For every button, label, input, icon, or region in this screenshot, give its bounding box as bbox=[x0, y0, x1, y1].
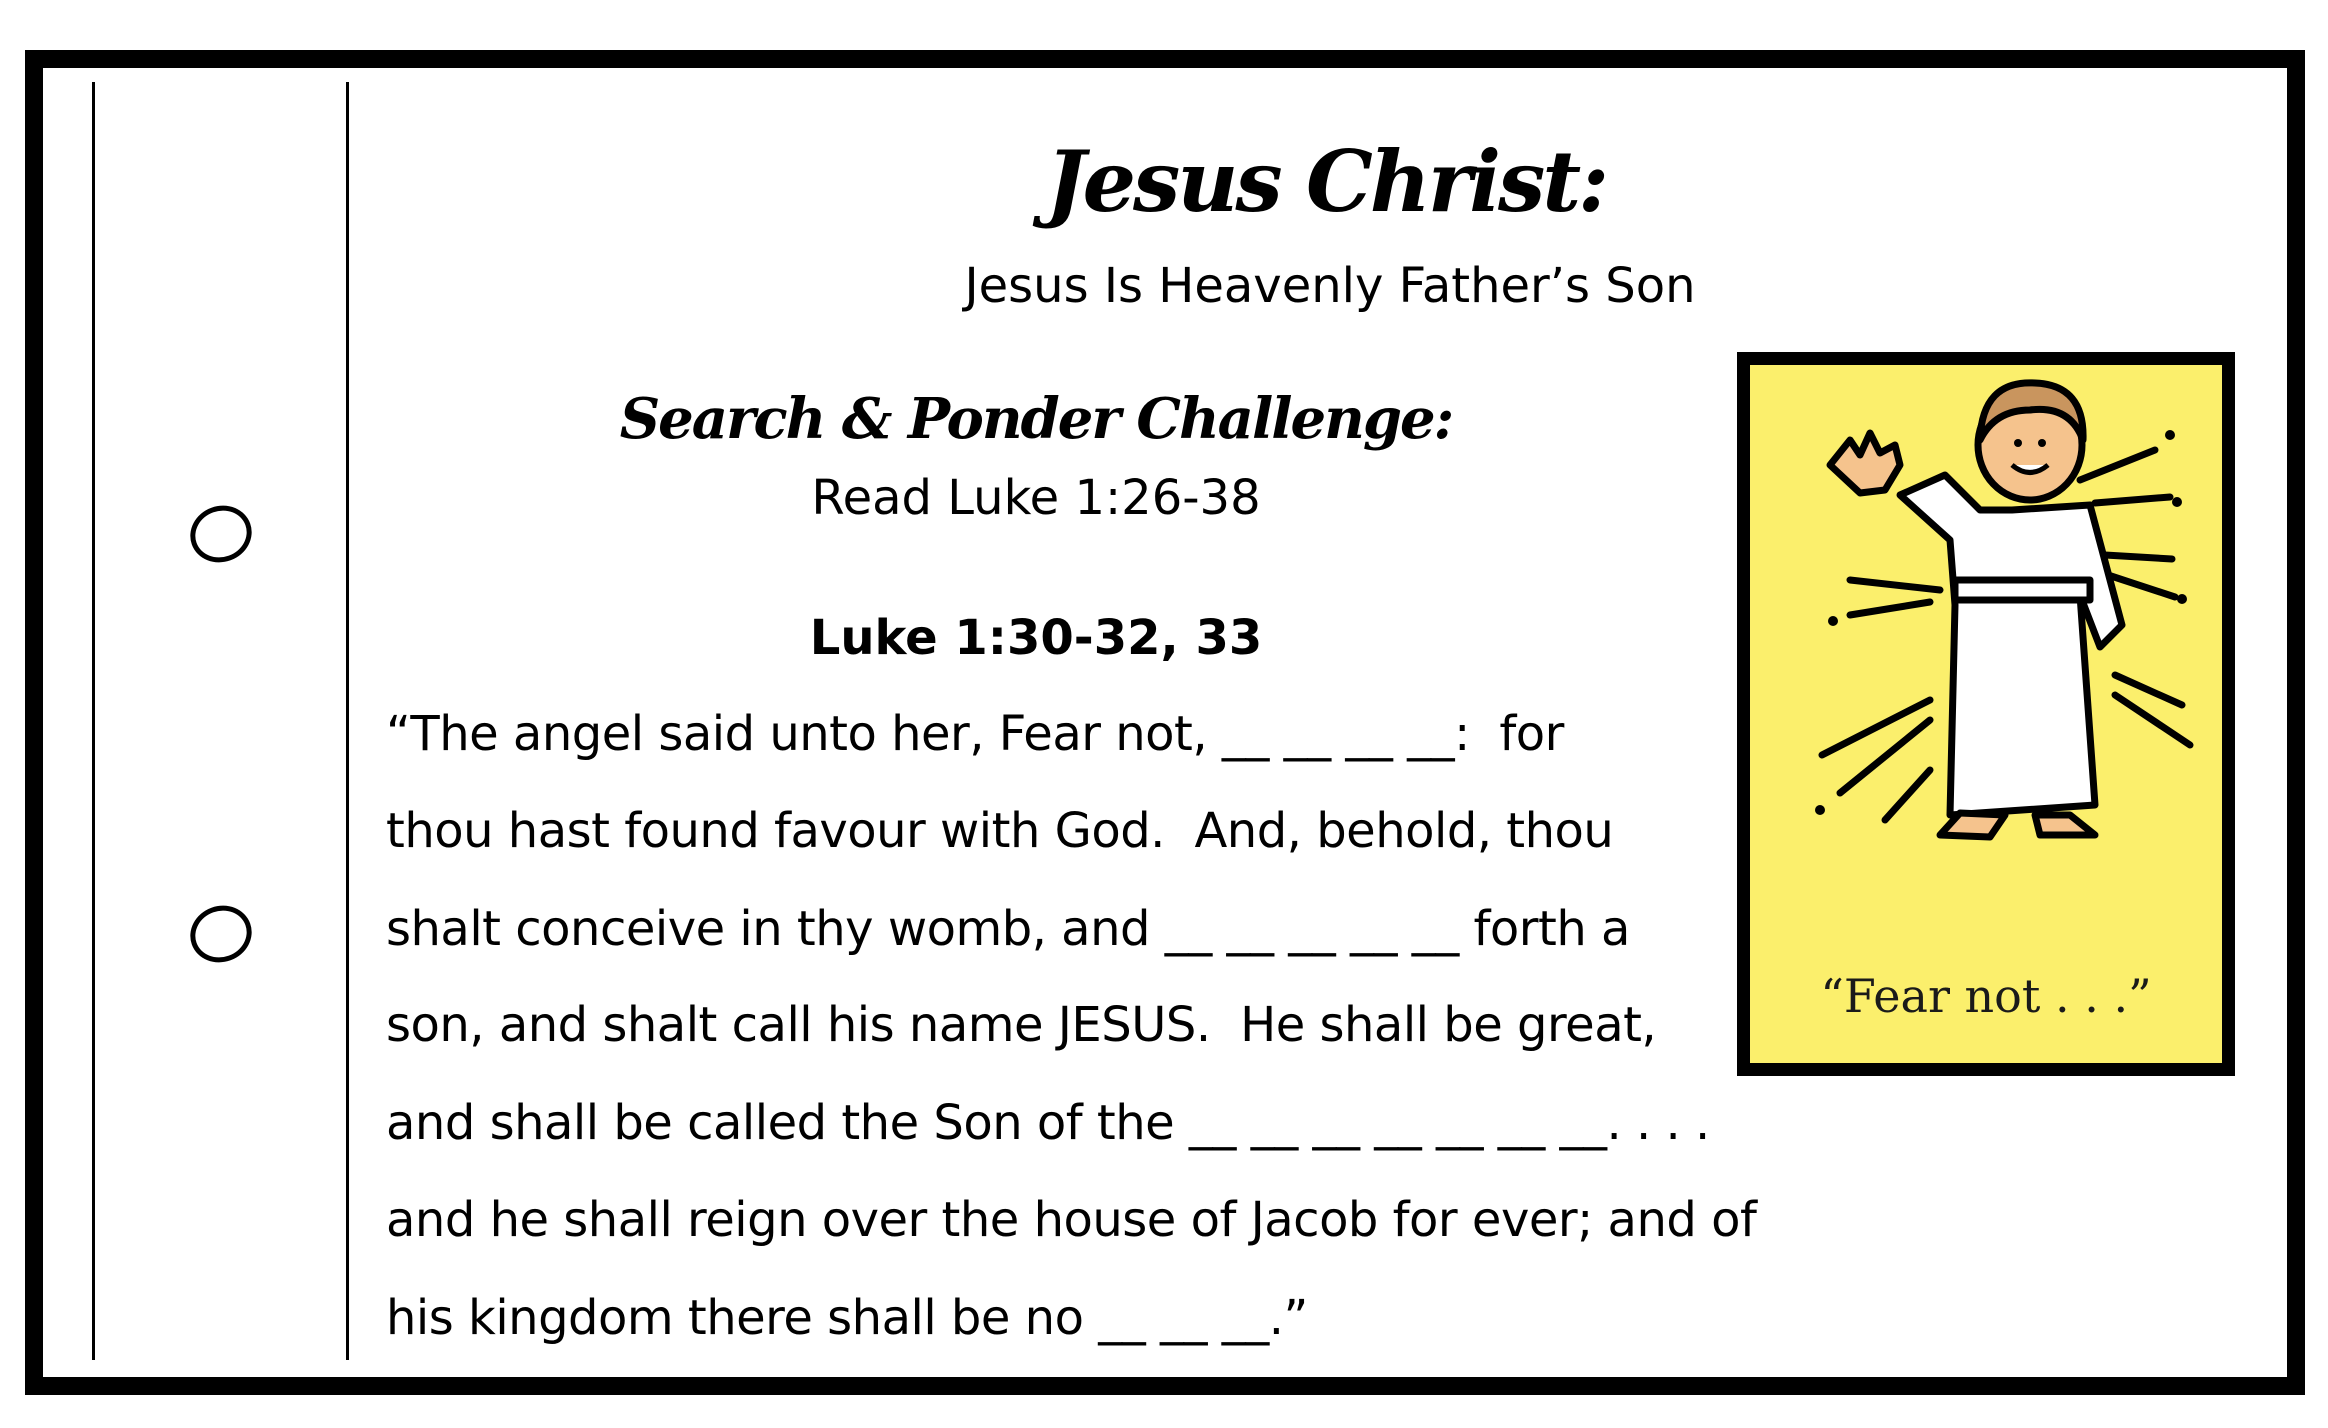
page-title: Jesus Christ: bbox=[1045, 132, 1607, 231]
scripture-line: son, and shalt call his name JESUS. He shall be great, bbox=[386, 997, 1657, 1053]
margin-line-right bbox=[346, 82, 349, 1360]
margin-line-left bbox=[92, 82, 95, 1360]
scripture-line: his kingdom there shall be no __ __ __.” bbox=[386, 1290, 1308, 1346]
challenge-heading: Search & Ponder Challenge: bbox=[619, 386, 1453, 452]
scripture-reference: Luke 1:30-32, 33 bbox=[809, 610, 1263, 666]
jesus-illustration bbox=[1737, 352, 2235, 1076]
scripture-line: and shall be called the Son of the __ __ __ __ __ __ __. . . . bbox=[386, 1095, 1710, 1151]
scripture-line: shalt conceive in thy womb, and __ __ __ __ __ forth a bbox=[386, 901, 1630, 957]
scripture-line: thou hast found favour with God. And, behold, thou bbox=[386, 803, 1614, 859]
page-subtitle: Jesus Is Heavenly Father’s Son bbox=[964, 258, 1696, 314]
reading-assignment: Read Luke 1:26-38 bbox=[811, 470, 1261, 526]
scripture-line: and he shall reign over the house of Jacob for ever; and of bbox=[386, 1192, 1757, 1248]
scripture-line: “The angel said unto her, Fear not, __ __ __ __: for bbox=[386, 706, 1564, 762]
jesus-figure-icon bbox=[1750, 365, 2222, 1063]
picture-caption: “Fear not . . .” bbox=[1820, 969, 2152, 1023]
